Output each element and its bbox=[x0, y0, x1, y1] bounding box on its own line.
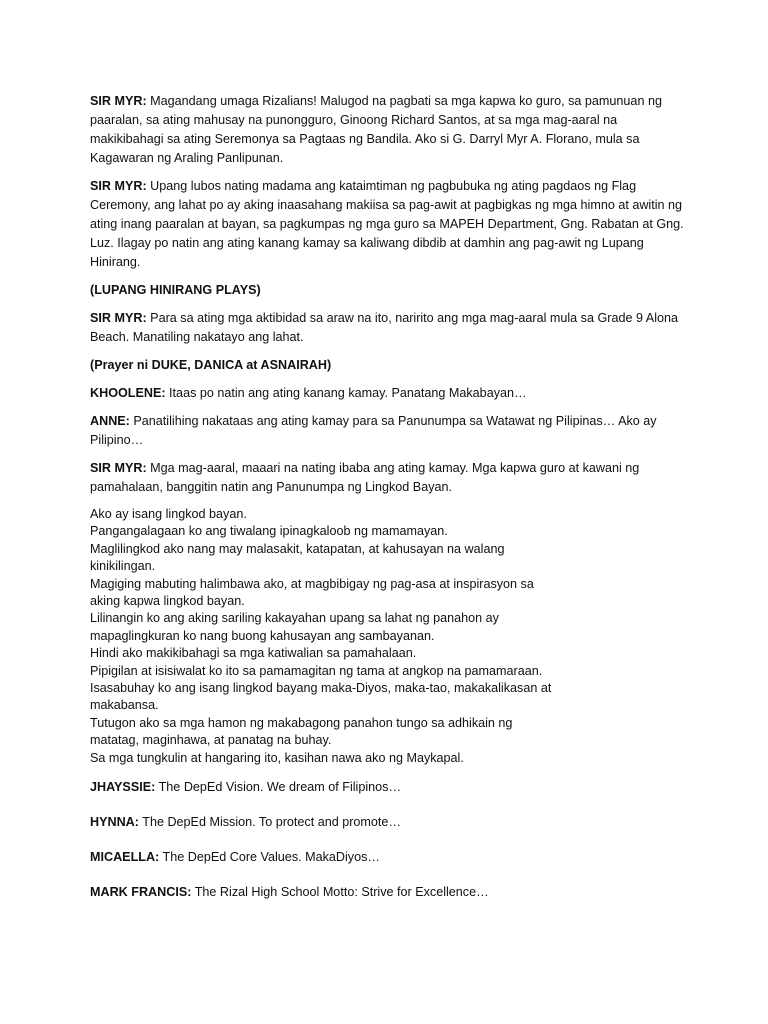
speaker-name: SIR MYR: bbox=[90, 461, 147, 475]
speaker-name: SIR MYR: bbox=[90, 179, 147, 193]
pledge-line: matatag, maginhawa, at panatag na buhay. bbox=[90, 733, 332, 748]
pledge-line: aking kapwa lingkod bayan. bbox=[90, 594, 245, 609]
speaker-name: MARK FRANCIS: bbox=[90, 885, 192, 900]
speaker-name: SIR MYR: bbox=[90, 94, 147, 108]
script-paragraph bbox=[90, 848, 690, 867]
script-paragraph bbox=[90, 778, 690, 797]
pledge-line: Lilinangin ko ang aking sariling kakayahan upang sa lahat ng panahon ay bbox=[90, 611, 499, 626]
speaker-name: ANNE: bbox=[90, 414, 130, 428]
document-page bbox=[90, 92, 690, 918]
pledge-line: Pipigilan at isisiwalat ko ito sa pamamagitan ng tama at angkop na pamamaraan. bbox=[90, 663, 543, 678]
dialogue-text: Itaas po natin ang ating kanang kamay. Panatang Makabayan… bbox=[165, 386, 527, 400]
pledge-line: Magiging mabuting halimbawa ako, at magbibigay ng pag-asa at inspirasyon sa bbox=[90, 576, 534, 591]
pledge-line: Ako ay isang lingkod bayan. bbox=[90, 507, 247, 521]
pledge-line: Hindi ako makikibahagi sa mga katiwalian sa pamahalaan. bbox=[90, 646, 417, 661]
pledge-line: kinikilingan. bbox=[90, 559, 156, 574]
pledge-line: mapaglingkuran ko nang buong kahusayan ang sambayanan. bbox=[90, 628, 435, 643]
script-paragraph bbox=[90, 459, 690, 497]
pledge-line: makabansa. bbox=[90, 698, 159, 713]
dialogue-text: Panatilihing nakataas ang ating kamay para sa Panunumpa sa Watawat ng Pilipinas… Ako ay Pilipino… bbox=[90, 414, 657, 447]
dialogue-text: The DepEd Vision. We dream of Filipinos… bbox=[155, 780, 402, 795]
script-paragraph bbox=[90, 883, 690, 902]
pledge-line: Pangangalagaan ko ang tiwalang ipinagkaloob ng mamamayan. bbox=[90, 524, 448, 539]
script-paragraph bbox=[90, 813, 690, 832]
dialogue-text: The Rizal High School Motto: Strive for Excellence… bbox=[191, 885, 489, 900]
script-paragraph bbox=[90, 309, 690, 347]
speaker-name: SIR MYR: bbox=[90, 311, 147, 325]
speaker-name: HYNNA: bbox=[90, 815, 139, 830]
stage-direction: (LUPANG HINIRANG PLAYS) bbox=[90, 283, 261, 297]
pledge-line: Maglilingkod ako nang may malasakit, katapatan, at kahusayan na walang bbox=[90, 541, 505, 556]
script-paragraph bbox=[90, 177, 690, 272]
speaker-name: JHAYSSIE: bbox=[90, 780, 156, 795]
pledge-block bbox=[90, 506, 690, 767]
dialogue-text: The DepEd Core Values. MakaDiyos… bbox=[159, 850, 380, 865]
speaker-name: MICAELLA: bbox=[90, 850, 160, 865]
script-paragraph bbox=[90, 92, 690, 168]
dialogue-text: Upang lubos nating madama ang kataimtiman ng pagbubuka ng ating pagdaos ng Flag Ceremony, ang lahat po ay aking inaasahang makiisa sa pag-awit at pagbigkas ng mga himno at awitin ng ating inang paaralan at bayan, sa pagkumpas ng mga guro sa MAPEH Department, Gng. Rabatan at Gng. Luz. Ilagay po natin ang ating kanang kamay sa kaliwang dibdib at damhin ang pag-awit ng Lupang Hinirang. bbox=[90, 179, 684, 269]
dialogue-text: Magandang umaga Rizalians! Malugod na pagbati sa mga kapwa ko guro, sa pamunuan ng paaralan, sa ating mahusay na punongguro, Ginoong Richard Santos, at sa mga mag-aaral na makikibahagi sa ating Seremonya sa Pagtaas ng Bandila. Ako si G. Darryl Myr A. Florano, mula sa Kagawaran ng Araling Panlipunan. bbox=[90, 94, 662, 165]
pledge-line: Isasabuhay ko ang isang lingkod bayang maka-Diyos, maka-tao, makakalikasan at bbox=[90, 681, 552, 696]
speaker-name: KHOOLENE: bbox=[90, 386, 166, 400]
dialogue-text: Para sa ating mga aktibidad sa araw na ito, naririto ang mga mag-aaral mula sa Grade 9 Alona Beach. Manatiling nakatayo ang lahat. bbox=[90, 311, 679, 344]
stage-direction: (Prayer ni DUKE, DANICA at ASNAIRAH) bbox=[90, 358, 332, 372]
pledge-line: Sa mga tungkulin at hangaring ito, kasihan nawa ako ng Maykapal. bbox=[90, 750, 464, 765]
script-paragraph bbox=[90, 384, 690, 403]
script-paragraph bbox=[90, 412, 690, 450]
dialogue-text: Mga mag-aaral, maaari na nating ibaba ang ating kamay. Mga kapwa guro at kawani ng pamahalaan, banggitin natin ang Panunumpa ng Lingkod Bayan. bbox=[90, 461, 640, 494]
dialogue-text: The DepEd Mission. To protect and promote… bbox=[138, 815, 402, 830]
pledge-line: Tutugon ako sa mga hamon ng makabagong panahon tungo sa adhikain ng bbox=[90, 715, 513, 730]
